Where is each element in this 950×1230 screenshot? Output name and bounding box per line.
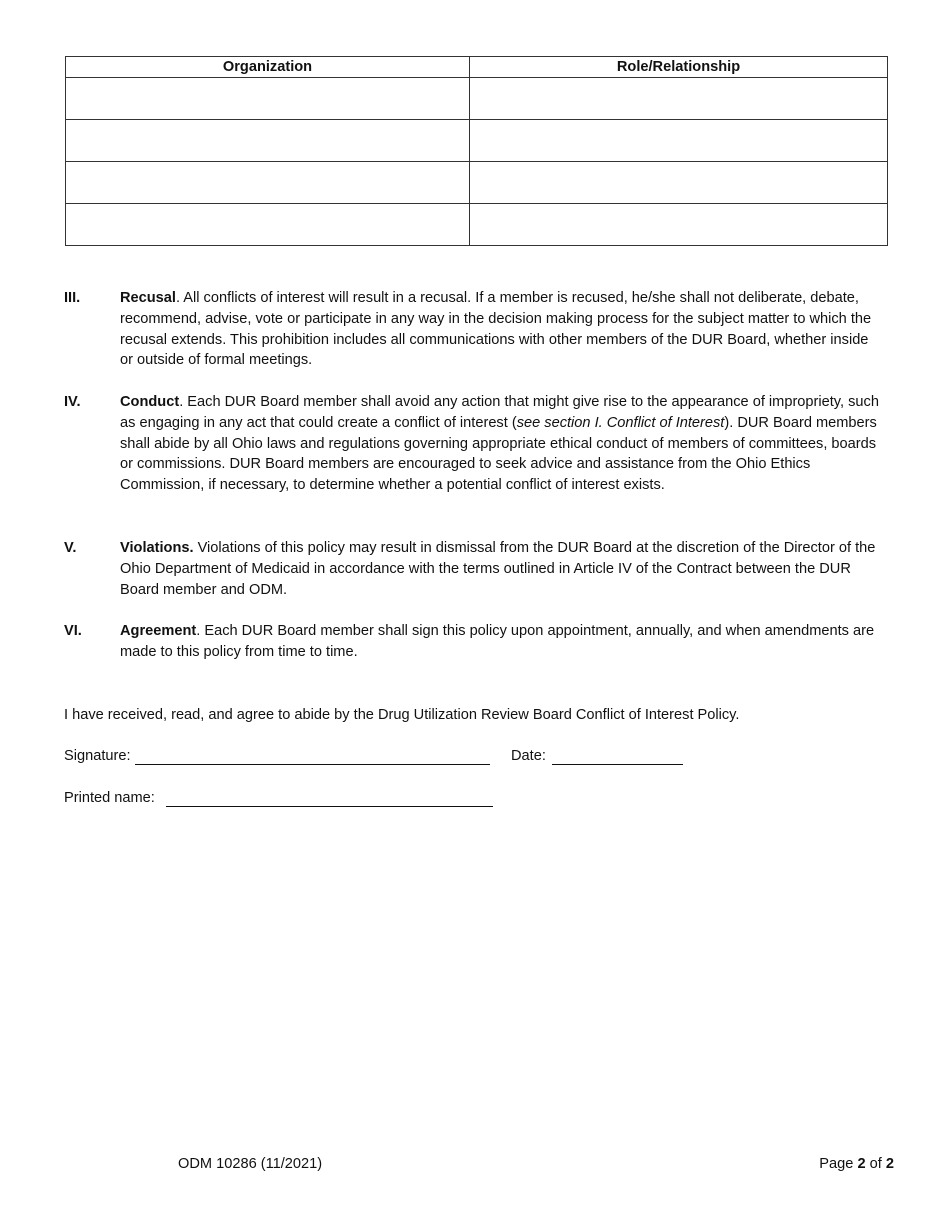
section-body [120,538,884,600]
section-number: VI. [64,623,82,639]
section-body [120,288,884,371]
column-header-organization: Organization [66,57,470,78]
section-body [120,392,884,496]
table-row [66,204,888,246]
organization-role-table [65,56,888,246]
printed-name-label: Printed name: [64,790,155,806]
form-id: ODM 10286 (11/2021) [178,1156,323,1172]
table-row [66,78,888,120]
section-text: . All conflicts of interest will result in a recusal. If a member is recused, he/she shall not deliberate, debate, recommend, advise, vote or participate in any way in the decision making process for the subject matter to which the recusal extends. This prohibition includes all communications with other members of the DUR Board, whether inside or outside of formal meetings. [120,290,872,369]
date-label: Date: [511,748,546,764]
section-violations [64,538,884,600]
date-line[interactable] [552,764,683,765]
signature-label: Signature: [64,748,131,764]
organization-cell[interactable] [66,120,470,162]
section-text: . Each DUR Board member shall sign this policy upon appointment, annually, and when amendments are made to this policy from time to time. [120,623,875,660]
printed-name-line[interactable] [166,806,493,807]
section-recusal [64,288,884,371]
role-relationship-cell[interactable] [470,78,888,120]
section-body [120,621,884,663]
organization-cell[interactable] [66,78,470,120]
acknowledgement-statement: I have received, read, and agree to abide by the Drug Utilization Review Board Conflict of Interest Policy. [64,707,740,723]
role-relationship-cell[interactable] [470,204,888,246]
role-relationship-cell[interactable] [470,120,888,162]
section-text-continued: ). DUR Board members shall abide by all Ohio laws and regulations governing appropriate ethical conduct of members of committees, boards or commissions. DUR Board members are encouraged to seek advice and assistance from the Ohio Ethics Commission, if necessary, to determine whether a potential conflict of interest exists. [120,414,877,494]
organization-cell[interactable] [66,204,470,246]
page-total: 2 [885,1156,894,1172]
page-number [819,1154,894,1174]
role-relationship-cell[interactable] [470,162,888,204]
section-title: Conduct [120,394,180,410]
organization-cell[interactable] [66,162,470,204]
section-agreement [64,621,884,663]
section-number: III. [64,290,81,306]
signature-line[interactable] [135,764,490,765]
section-title: Violations. [120,540,194,556]
section-reference: see section I. Conflict of Interest [516,414,725,431]
section-title: Recusal [120,290,176,306]
page-of: of [869,1156,882,1172]
page-current: 2 [857,1156,866,1172]
section-conduct [64,392,884,496]
section-text: . Each DUR Board member shall avoid any action that might give rise to the appearance of impropriety, such as engaging in any act that could create a conflict of interest ( [120,394,879,431]
section-number: IV. [64,394,81,410]
column-header-role-relationship: Role/Relationship [470,57,888,78]
section-text: Violations of this policy may result in dismissal from the DUR Board at the discretion of the Director of the Ohio Department of Medicaid in accordance with the terms outlined in Article IV of the Contract between the DUR Board member and ODM. [120,540,876,598]
section-title: Agreement [120,623,197,639]
page-word: Page [819,1156,854,1172]
section-number: V. [64,540,77,556]
table-header-row [66,57,888,78]
table-row [66,162,888,204]
table-row [66,120,888,162]
